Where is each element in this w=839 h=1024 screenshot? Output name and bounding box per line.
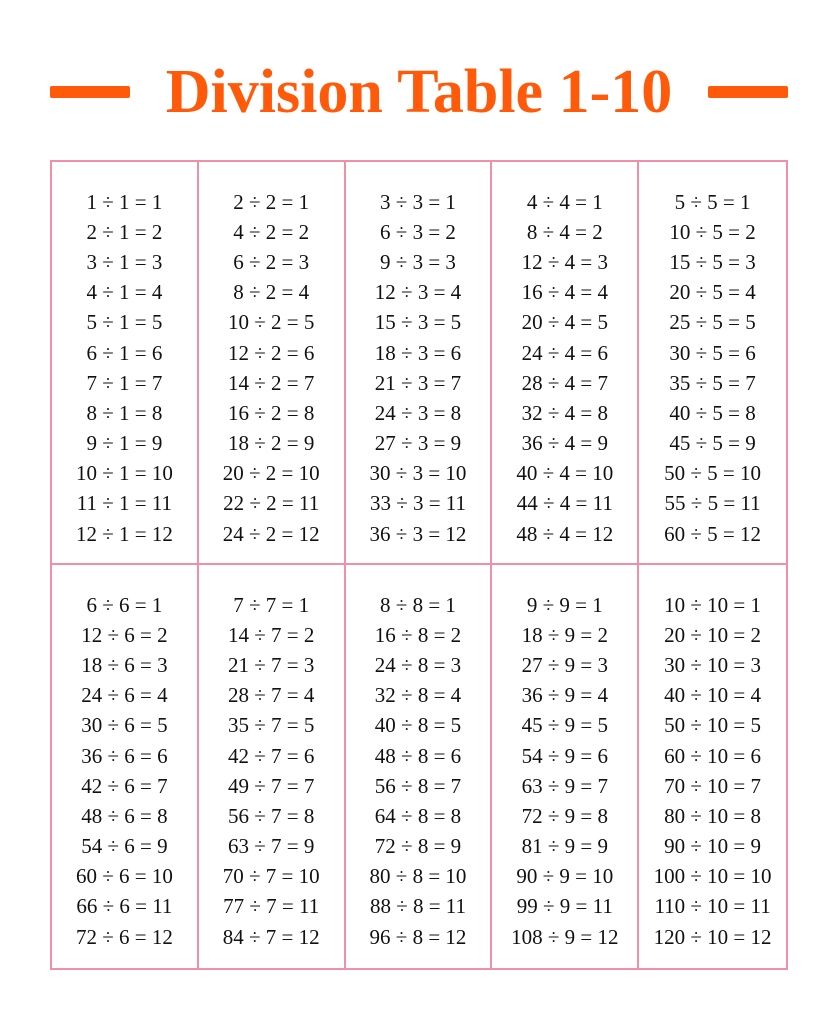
- equation-text: 12 ÷ 6 = 2: [81, 622, 168, 647]
- equation-row: [346, 489, 491, 519]
- equation-row: [492, 892, 637, 922]
- equation-row: [492, 247, 637, 277]
- division-table-3: [346, 162, 493, 565]
- equation-text: 10 ÷ 1 = 10: [75, 461, 173, 486]
- equation-text: 108 ÷ 9 = 12: [511, 924, 619, 949]
- division-table-1: [52, 162, 199, 565]
- equation-text: 66 ÷ 6 = 11: [76, 894, 173, 919]
- equation-text: 4 ÷ 4 = 1: [526, 189, 603, 214]
- equation-text: 60 ÷ 10 = 6: [664, 743, 762, 768]
- equation-row: [346, 308, 491, 338]
- division-table-8: [346, 565, 493, 968]
- equation-row: [346, 398, 491, 428]
- equation-text: 49 ÷ 7 = 7: [228, 773, 315, 798]
- equation-row: [492, 459, 637, 489]
- equation-text: 6 ÷ 6 = 1: [86, 592, 163, 617]
- equation-row: [492, 650, 637, 680]
- equation-text: 18 ÷ 9 = 2: [521, 622, 608, 647]
- equation-row: [52, 590, 197, 620]
- equation-text: 30 ÷ 5 = 6: [669, 340, 756, 365]
- title-bar: [0, 52, 839, 132]
- equation-row: [492, 429, 637, 459]
- equation-text: 120 ÷ 10 = 12: [653, 924, 772, 949]
- equation-row: [199, 590, 344, 620]
- equation-row: [52, 519, 197, 549]
- equation-text: 40 ÷ 5 = 8: [669, 400, 756, 425]
- equation-text: 10 ÷ 2 = 5: [228, 310, 315, 335]
- equation-text: 22 ÷ 2 = 11: [223, 491, 320, 516]
- equation-row: [346, 620, 491, 650]
- equation-text: 6 ÷ 2 = 3: [233, 249, 310, 274]
- equation-text: 21 ÷ 3 = 7: [374, 370, 462, 395]
- equation-text: 88 ÷ 8 = 11: [369, 894, 467, 919]
- equation-text: 8 ÷ 1 = 8: [86, 400, 163, 425]
- equation-row: [52, 620, 197, 650]
- equation-row: [346, 801, 491, 831]
- equation-row: [346, 459, 491, 489]
- equation-row: [199, 187, 344, 217]
- equation-row: [492, 187, 637, 217]
- equation-text: 7 ÷ 7 = 1: [233, 592, 310, 617]
- equation-row: [639, 278, 786, 308]
- equation-row: [346, 368, 491, 398]
- equation-text: 32 ÷ 4 = 8: [521, 400, 608, 425]
- equation-text: 24 ÷ 6 = 4: [81, 683, 168, 708]
- equation-text: 63 ÷ 7 = 9: [228, 834, 315, 859]
- equation-row: [639, 429, 786, 459]
- equation-text: 15 ÷ 3 = 5: [374, 310, 462, 335]
- equation-text: 20 ÷ 2 = 10: [222, 461, 320, 486]
- equation-text: 3 ÷ 1 = 3: [86, 249, 163, 274]
- division-table-4: [492, 162, 639, 565]
- equation-row: [492, 338, 637, 368]
- equation-row: [199, 741, 344, 771]
- equation-text: 70 ÷ 7 = 10: [222, 864, 320, 889]
- equation-text: 72 ÷ 6 = 12: [75, 924, 173, 949]
- equation-row: [199, 650, 344, 680]
- equation-row: [346, 832, 491, 862]
- equation-row: [346, 338, 491, 368]
- equation-text: 27 ÷ 3 = 9: [374, 431, 462, 456]
- equation-text: 80 ÷ 10 = 8: [664, 803, 762, 828]
- equation-row: [639, 308, 786, 338]
- equation-text: 6 ÷ 1 = 6: [86, 340, 163, 365]
- equation-row: [346, 862, 491, 892]
- equation-text: 30 ÷ 6 = 5: [81, 713, 168, 738]
- equation-text: 40 ÷ 8 = 5: [374, 713, 462, 738]
- equation-text: 24 ÷ 4 = 6: [521, 340, 608, 365]
- equation-text: 9 ÷ 1 = 9: [86, 431, 163, 456]
- equation-row: [639, 650, 786, 680]
- equation-row: [346, 519, 491, 549]
- equation-row: [639, 771, 786, 801]
- equation-text: 9 ÷ 3 = 3: [380, 249, 456, 274]
- equation-text: 18 ÷ 3 = 6: [374, 340, 462, 365]
- equation-text: 90 ÷ 9 = 10: [516, 864, 614, 889]
- equation-text: 4 ÷ 1 = 4: [86, 280, 163, 305]
- equation-row: [199, 801, 344, 831]
- equation-row: [639, 338, 786, 368]
- equation-row: [52, 489, 197, 519]
- equation-text: 55 ÷ 5 = 11: [664, 491, 761, 516]
- equation-row: [346, 247, 491, 277]
- equation-text: 9 ÷ 9 = 1: [526, 592, 603, 617]
- equation-text: 96 ÷ 8 = 12: [369, 924, 467, 949]
- equation-row: [639, 620, 786, 650]
- equation-row: [639, 741, 786, 771]
- equation-text: 35 ÷ 5 = 7: [669, 370, 756, 395]
- equation-text: 14 ÷ 7 = 2: [228, 622, 315, 647]
- equation-text: 72 ÷ 8 = 9: [374, 834, 462, 859]
- equation-row: [52, 278, 197, 308]
- equation-row: [52, 338, 197, 368]
- equation-text: 11 ÷ 1 = 11: [76, 491, 173, 516]
- equation-row: [199, 862, 344, 892]
- equation-row: [492, 922, 637, 952]
- equation-text: 20 ÷ 5 = 4: [669, 280, 756, 305]
- equation-text: 40 ÷ 4 = 10: [516, 461, 614, 486]
- equation-row: [52, 398, 197, 428]
- equation-row: [199, 892, 344, 922]
- equation-text: 25 ÷ 5 = 5: [669, 310, 756, 335]
- equation-text: 2 ÷ 1 = 2: [86, 219, 163, 244]
- division-table-5: [639, 162, 786, 565]
- equation-row: [639, 247, 786, 277]
- equation-row: [639, 801, 786, 831]
- equation-row: [52, 922, 197, 952]
- division-table-2: [199, 162, 346, 565]
- equation-text: 63 ÷ 9 = 7: [521, 773, 608, 798]
- equation-text: 77 ÷ 7 = 11: [223, 894, 320, 919]
- equation-text: 16 ÷ 2 = 8: [228, 400, 315, 425]
- equation-row: [346, 741, 491, 771]
- equation-text: 14 ÷ 2 = 7: [228, 370, 315, 395]
- equation-row: [492, 278, 637, 308]
- division-table-9: [492, 565, 639, 968]
- equation-text: 5 ÷ 5 = 1: [674, 189, 751, 214]
- equation-row: [199, 278, 344, 308]
- title-decoration-right: [708, 86, 788, 98]
- equation-text: 32 ÷ 8 = 4: [374, 683, 462, 708]
- equation-row: [492, 308, 637, 338]
- equation-row: [52, 862, 197, 892]
- equation-text: 8 ÷ 8 = 1: [380, 592, 456, 617]
- equation-row: [639, 217, 786, 247]
- equation-text: 20 ÷ 4 = 5: [521, 310, 608, 335]
- equation-text: 12 ÷ 4 = 3: [521, 249, 608, 274]
- equation-row: [639, 590, 786, 620]
- equation-row: [52, 247, 197, 277]
- equation-text: 80 ÷ 8 = 10: [369, 864, 467, 889]
- equation-text: 30 ÷ 10 = 3: [664, 652, 762, 677]
- equation-row: [52, 650, 197, 680]
- equation-row: [492, 711, 637, 741]
- equation-text: 42 ÷ 7 = 6: [228, 743, 315, 768]
- equation-text: 81 ÷ 9 = 9: [521, 834, 608, 859]
- equation-row: [52, 308, 197, 338]
- equation-row: [199, 217, 344, 247]
- equation-text: 54 ÷ 6 = 9: [81, 834, 168, 859]
- equation-text: 6 ÷ 3 = 2: [380, 219, 456, 244]
- equation-row: [52, 892, 197, 922]
- equation-row: [346, 711, 491, 741]
- equation-text: 100 ÷ 10 = 10: [653, 864, 772, 889]
- page-title: Division Table 1-10: [165, 58, 673, 126]
- equation-text: 54 ÷ 9 = 6: [521, 743, 608, 768]
- equation-text: 20 ÷ 10 = 2: [664, 622, 762, 647]
- division-table-7: [199, 565, 346, 968]
- equation-text: 70 ÷ 10 = 7: [664, 773, 762, 798]
- equation-row: [199, 247, 344, 277]
- equation-row: [639, 892, 786, 922]
- equation-text: 36 ÷ 4 = 9: [521, 431, 608, 456]
- equation-text: 18 ÷ 2 = 9: [228, 431, 315, 456]
- equation-text: 27 ÷ 9 = 3: [521, 652, 608, 677]
- equation-row: [492, 771, 637, 801]
- equation-row: [639, 519, 786, 549]
- equation-text: 40 ÷ 10 = 4: [664, 683, 762, 708]
- equation-text: 35 ÷ 7 = 5: [228, 713, 315, 738]
- equation-text: 36 ÷ 9 = 4: [521, 683, 608, 708]
- equation-row: [52, 459, 197, 489]
- equation-row: [52, 832, 197, 862]
- equation-row: [346, 650, 491, 680]
- equation-row: [492, 741, 637, 771]
- equation-row: [639, 489, 786, 519]
- equation-text: 50 ÷ 10 = 5: [664, 713, 762, 738]
- equation-text: 48 ÷ 4 = 12: [516, 521, 614, 546]
- equation-row: [199, 338, 344, 368]
- equation-row: [52, 368, 197, 398]
- equation-text: 5 ÷ 1 = 5: [86, 310, 163, 335]
- equation-row: [346, 278, 491, 308]
- equation-row: [492, 832, 637, 862]
- equation-row: [52, 771, 197, 801]
- equation-text: 45 ÷ 5 = 9: [669, 431, 756, 456]
- equation-row: [199, 832, 344, 862]
- equation-row: [52, 187, 197, 217]
- equation-row: [199, 711, 344, 741]
- equation-row: [346, 217, 491, 247]
- equation-text: 42 ÷ 6 = 7: [81, 773, 168, 798]
- equation-text: 10 ÷ 10 = 1: [664, 592, 762, 617]
- equation-text: 2 ÷ 2 = 1: [233, 189, 310, 214]
- division-table-grid: [50, 160, 788, 970]
- equation-text: 99 ÷ 9 = 11: [516, 894, 613, 919]
- title-decoration-left: [50, 86, 130, 98]
- equation-row: [492, 489, 637, 519]
- equation-text: 12 ÷ 3 = 4: [374, 280, 462, 305]
- equation-row: [639, 681, 786, 711]
- equation-row: [492, 398, 637, 428]
- equation-row: [639, 459, 786, 489]
- equation-row: [199, 620, 344, 650]
- equation-row: [346, 922, 491, 952]
- equation-text: 48 ÷ 6 = 8: [81, 803, 168, 828]
- equation-text: 60 ÷ 5 = 12: [664, 521, 762, 546]
- equation-row: [199, 681, 344, 711]
- equation-row: [199, 429, 344, 459]
- equation-row: [346, 187, 491, 217]
- equation-row: [199, 459, 344, 489]
- equation-text: 110 ÷ 10 = 11: [654, 894, 771, 919]
- equation-text: 16 ÷ 8 = 2: [374, 622, 462, 647]
- equation-text: 8 ÷ 4 = 2: [526, 219, 603, 244]
- equation-text: 12 ÷ 2 = 6: [228, 340, 315, 365]
- equation-row: [346, 429, 491, 459]
- equation-text: 90 ÷ 10 = 9: [664, 834, 762, 859]
- division-table-10: [639, 565, 786, 968]
- equation-text: 36 ÷ 3 = 12: [369, 521, 467, 546]
- equation-text: 8 ÷ 2 = 4: [233, 280, 310, 305]
- equation-row: [52, 681, 197, 711]
- equation-text: 36 ÷ 6 = 6: [81, 743, 168, 768]
- equation-row: [639, 187, 786, 217]
- equation-text: 44 ÷ 4 = 11: [516, 491, 613, 516]
- equation-row: [199, 771, 344, 801]
- equation-text: 84 ÷ 7 = 12: [222, 924, 320, 949]
- equation-text: 24 ÷ 3 = 8: [374, 400, 462, 425]
- equation-row: [346, 771, 491, 801]
- equation-row: [52, 429, 197, 459]
- equation-text: 72 ÷ 9 = 8: [521, 803, 608, 828]
- equation-row: [346, 892, 491, 922]
- equation-row: [199, 398, 344, 428]
- equation-text: 24 ÷ 2 = 12: [222, 521, 320, 546]
- equation-text: 28 ÷ 4 = 7: [521, 370, 608, 395]
- equation-row: [639, 832, 786, 862]
- equation-row: [639, 922, 786, 952]
- equation-row: [52, 711, 197, 741]
- equation-text: 56 ÷ 7 = 8: [228, 803, 315, 828]
- equation-row: [52, 801, 197, 831]
- equation-row: [639, 368, 786, 398]
- equation-text: 56 ÷ 8 = 7: [374, 773, 462, 798]
- equation-row: [492, 519, 637, 549]
- division-table-6: [52, 565, 199, 968]
- equation-text: 18 ÷ 6 = 3: [81, 652, 168, 677]
- equation-row: [199, 368, 344, 398]
- equation-row: [492, 801, 637, 831]
- equation-text: 3 ÷ 3 = 1: [380, 189, 456, 214]
- equation-text: 16 ÷ 4 = 4: [521, 280, 608, 305]
- equation-row: [346, 590, 491, 620]
- equation-text: 10 ÷ 5 = 2: [669, 219, 756, 244]
- equation-row: [492, 590, 637, 620]
- equation-row: [639, 711, 786, 741]
- equation-text: 48 ÷ 8 = 6: [374, 743, 462, 768]
- equation-row: [492, 681, 637, 711]
- equation-text: 7 ÷ 1 = 7: [86, 370, 163, 395]
- equation-row: [199, 922, 344, 952]
- equation-row: [492, 217, 637, 247]
- equation-row: [52, 741, 197, 771]
- equation-text: 4 ÷ 2 = 2: [233, 219, 310, 244]
- equation-row: [639, 398, 786, 428]
- equation-row: [199, 519, 344, 549]
- equation-row: [492, 862, 637, 892]
- equation-text: 15 ÷ 5 = 3: [669, 249, 756, 274]
- equation-text: 12 ÷ 1 = 12: [75, 521, 173, 546]
- equation-text: 45 ÷ 9 = 5: [521, 713, 608, 738]
- equation-text: 24 ÷ 8 = 3: [374, 652, 462, 677]
- equation-text: 33 ÷ 3 = 11: [369, 491, 467, 516]
- equation-row: [492, 620, 637, 650]
- equation-row: [199, 308, 344, 338]
- equation-row: [346, 681, 491, 711]
- equation-text: 60 ÷ 6 = 10: [75, 864, 173, 889]
- equation-text: 28 ÷ 7 = 4: [228, 683, 315, 708]
- equation-text: 1 ÷ 1 = 1: [86, 189, 163, 214]
- equation-text: 50 ÷ 5 = 10: [664, 461, 762, 486]
- equation-text: 30 ÷ 3 = 10: [369, 461, 467, 486]
- equation-row: [199, 489, 344, 519]
- equation-text: 21 ÷ 7 = 3: [228, 652, 315, 677]
- equation-row: [639, 862, 786, 892]
- equation-row: [492, 368, 637, 398]
- equation-row: [52, 217, 197, 247]
- equation-text: 64 ÷ 8 = 8: [374, 803, 462, 828]
